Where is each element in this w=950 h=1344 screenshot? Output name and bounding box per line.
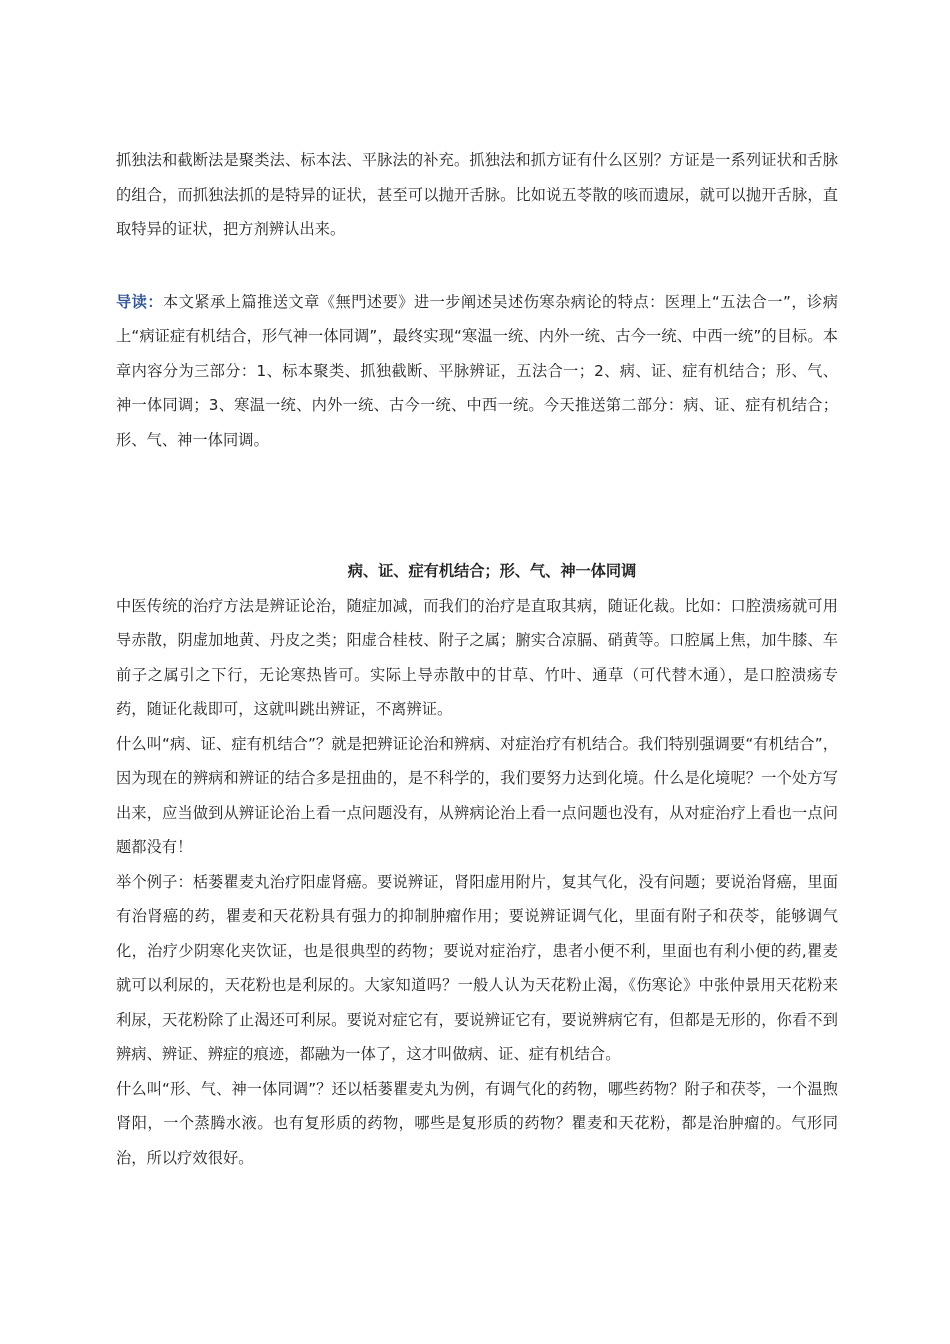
body-paragraph-2: 什么叫“病、证、症有机结合”？就是把辨证论治和辨病、对症治疗有机结合。我们特别强调要“有机结合”，因为现在的辨病和辨证的结合多是扭曲的，是不科学的，我们要努力达到化境。什么是化境呢？一个处方写出来，应当做到从辨证论治上看一点问题没有，从辨病论治上看一点问题也没有，从对症治疗上看也一点问题都没有！ [116,734,838,856]
intro-paragraph: 抓独法和截断法是聚类法、标本法、平脉法的补充。抓独法和抓方证有什么区别？方证是一系列证状和舌脉的组合，而抓独法抓的是特异的证状，甚至可以抛开舌脉。比如说五苓散的咳而遗尿，就可以抛开舌脉，直取特异的证状，把方剂辨认出来。 [116,151,838,238]
body-paragraph-3: 举个例子：栝蒌瞿麦丸治疗阳虚肾癌。要说辨证，肾阳虚用附片，复其气化，没有问题；要说治肾癌，里面有治肾癌的药，瞿麦和天花粉具有强力的抑制肿瘤作用；要说辨证调气化，里面有附子和茯苓，能够调气化，治疗少阴寒化夹饮证，也是很典型的药物；要说对症治疗，患者小便不利，里面也有利小便的药,瞿麦就可以利尿的，天花粉也是利尿的。大家知道吗？一般人认为天花粉止渴，《伤寒论》中张仲景用天花粉来利尿，天花粉除了止渴还可利尿。要说对症它有，要说辨证它有，要说辨病它有，但都是无形的，你看不到辨病、辨证、辨症的痕迹，都融为一体了，这才叫做病、证、症有机结合。 [116,872,838,1063]
lead-paragraph [116,285,838,458]
section-title: 病、证、症有机结合；形、气、神一体同调 [347,562,637,580]
lead-label: 导读： [116,292,164,311]
body-paragraph-1: 中医传统的治疗方法是辨证论治，随症加减，而我们的治疗是直取其病，随证化裁。比如：口腔溃疡就可用导赤散，阴虚加地黄、丹皮之类；阳虚合桂枝、附子之属；腑实合凉膈、硝黄等。口腔属上焦，加牛膝、车前子之属引之下行，无论寒热皆可。实际上导赤散中的甘草、竹叶、通草（可代替木通），是口腔溃疡专药，随证化裁即可，这就叫跳出辨证，不离辨证。 [116,596,838,718]
lead-text: 本文紧承上篇推送文章《無門述要》进一步阐述吴述伤寒杂病论的特点：医理上“五法合一”，诊病上“病证症有机结合，形气神一体同调”，最终实现“寒温一统、内外一统、古今一统、中西一统”的目标。本章内容分为三部分：1、标本聚类、抓独截断、平脉辨证，五法合一；2、病、证、症有机结合；形、气、神一体同调；3、寒温一统、内外一统、古今一统、中西一统。今天推送第二部分：病、证、症有机结合；形、气、神一体同调。 [116,292,838,449]
document-body [116,143,838,1175]
body-paragraph-4: 什么叫“形、气、神一体同调”？还以栝蒌瞿麦丸为例，有调气化的药物，哪些药物？附子和茯苓，一个温煦肾阳，一个蒸腾水液。也有复形质的药物，哪些是复形质的药物？瞿麦和天花粉，都是治肿瘤的。气形同治，所以疗效很好。 [116,1079,838,1167]
